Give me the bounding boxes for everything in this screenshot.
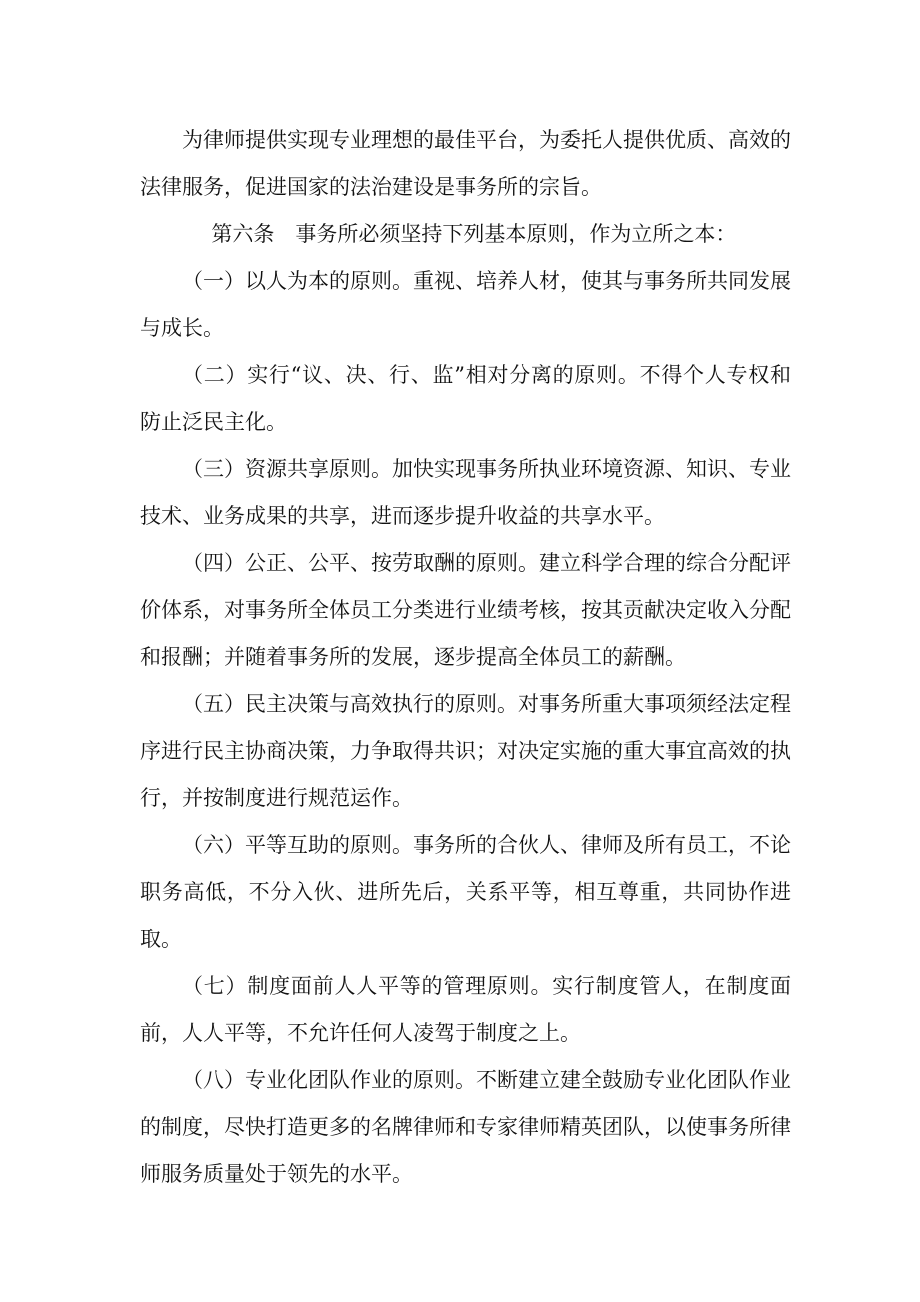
document-body xyxy=(140,117,791,1198)
principle-5: （五）民主决策与高效执行的原则。对事务所重大事项须经法定程序进行民主协商决策，力争取得共识；对决定实施的重大事宜高效的执行，并按制度进行规范运作。 xyxy=(140,692,791,810)
principle-8: （八）专业化团队作业的原则。不断建立建全鼓励专业化团队作业的制度，尽快打造更多的名牌律师和专家律师精英团队，以使事务所律师服务质量处于领先的水平。 xyxy=(140,1068,791,1186)
article-six-heading: 第六条 事务所必须坚持下列基本原则，作为立所之本： xyxy=(211,222,737,246)
principle-7: （七）制度面前人人平等的管理原则。实行制度管人，在制度面前，人人平等，不允许任何人凌驾于制度之上。 xyxy=(140,974,791,1045)
principle-1: （一）以人为本的原则。重视、培养人材，使其与事务所共同发展与成长。 xyxy=(140,269,791,340)
paragraph-purpose: 为律师提供实现专业理想的最佳平台，为委托人提供优质、高效的法律服务，促进国家的法治建设是事务所的宗旨。 xyxy=(140,128,791,199)
principle-2: （二）实行“议、决、行、监”相对分离的原则。不得个人专权和防止泛民主化。 xyxy=(140,363,791,434)
principle-4: （四）公正、公平、按劳取酬的原则。建立科学合理的综合分配评价体系，对事务所全体员工分类进行业绩考核，按其贡献决定收入分配和报酬；并随着事务所的发展，逐步提高全体员工的薪酬。 xyxy=(140,551,791,669)
principle-6: （六）平等互助的原则。事务所的合伙人、律师及所有员工，不论职务高低，不分入伙、进所先后，关系平等，相互尊重，共同协作进取。 xyxy=(140,833,791,951)
principle-3: （三）资源共享原则。加快实现事务所执业环境资源、知识、专业技术、业务成果的共享，进而逐步提升收益的共享水平。 xyxy=(140,457,791,528)
